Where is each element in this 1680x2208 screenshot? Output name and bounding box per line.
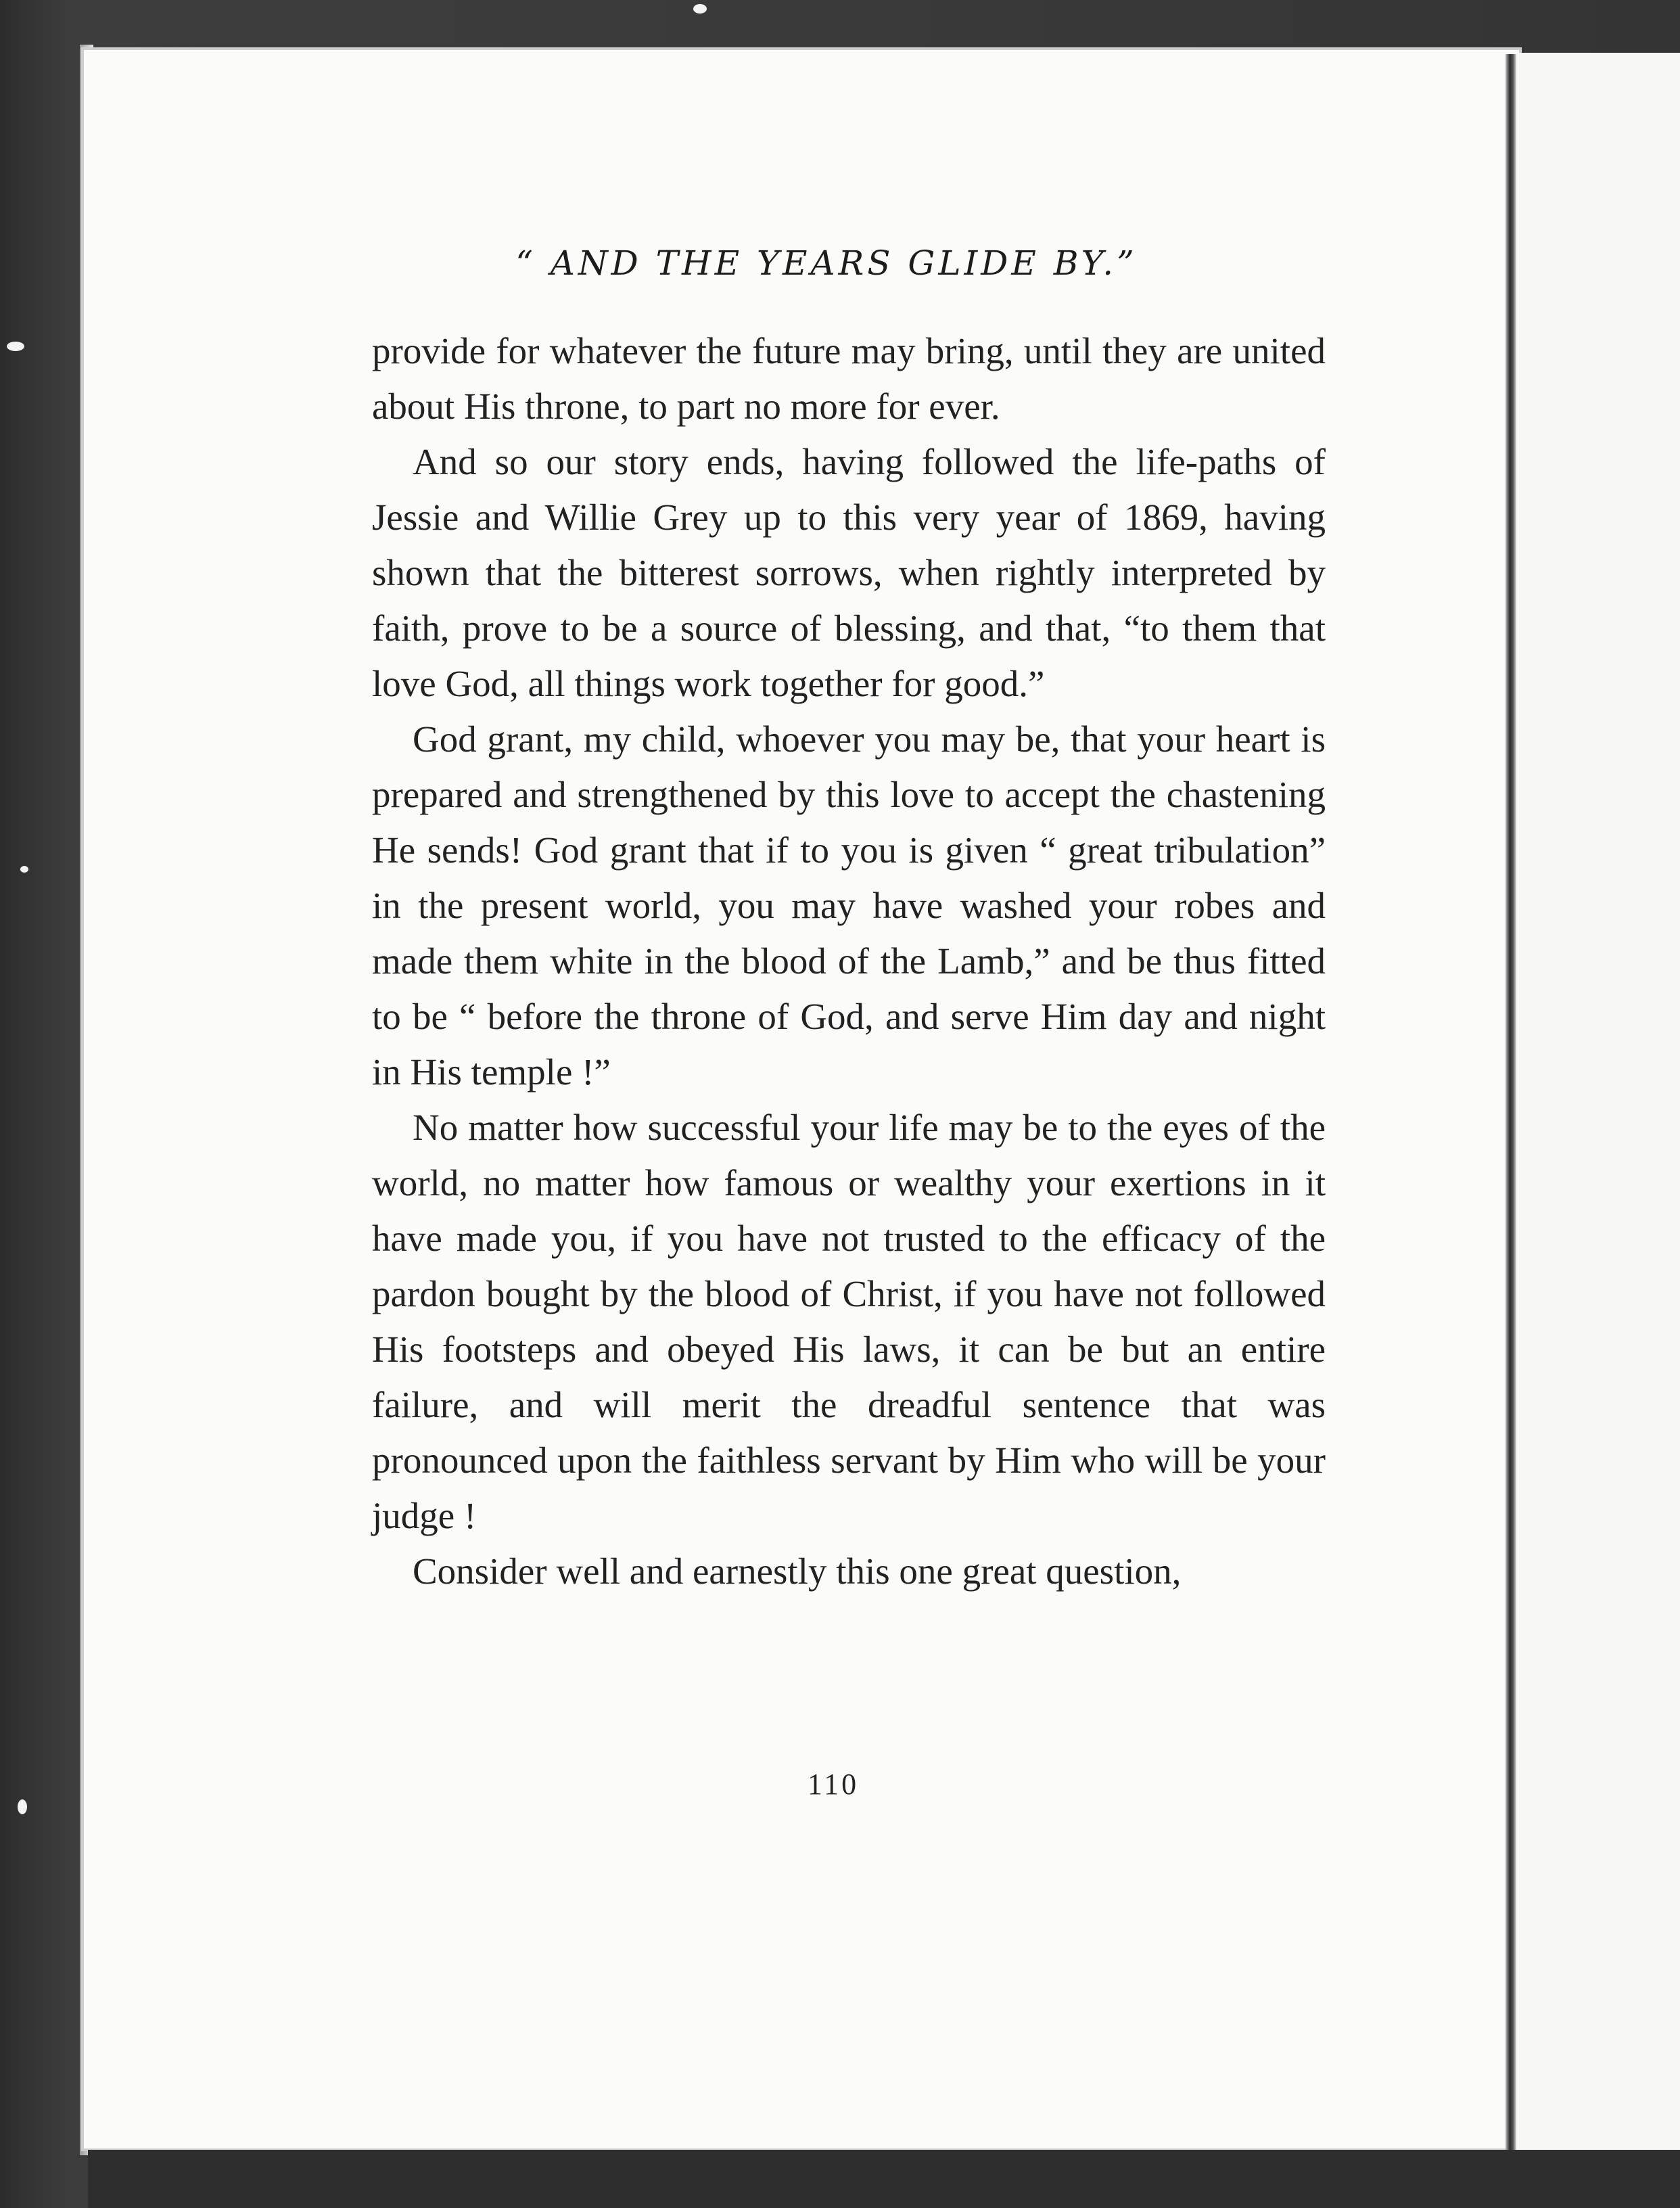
paragraph-1: provide for whatever the future may bring, until they are united about His throne, to part no more for ever. (372, 330, 1326, 427)
paragraph-5: Consider well and earnestly this one great question, (413, 1550, 1182, 1592)
bottom-shadow (88, 2150, 1680, 2208)
running-head: “ AND THE YEARS GLIDE BY.” (515, 244, 1138, 283)
dust-speck (20, 866, 28, 873)
paragraph-2: And so our story ends, having followed the life-paths of Jessie and Willie Grey up to this very year of 1869, having shown that the bitterest sorrows, when rightly interpreted by faith, prove to be a source of blessing, and that, “to them that love God, all things work together for good.” (372, 441, 1326, 704)
dust-speck (693, 4, 707, 14)
body-text (372, 323, 1326, 1599)
dust-speck (18, 1799, 27, 1814)
facing-page-edge (1516, 53, 1680, 2163)
paragraph-3: God grant, my child, whoever you may be, that your heart is prepared and strengthened by this love to accept the chastening He sends! God grant that if to you is given “ great tribulation” in the present world, you may have washed your robes and made them white in the blood of the Lamb,” and be thus fitted to be “ before the throne of God, and serve Him day and night in His temple !” (372, 718, 1326, 1092)
page-number: 110 (807, 1768, 860, 1801)
dust-speck (7, 342, 24, 351)
book-gutter (1506, 54, 1516, 2161)
paragraph-4: No matter how successful your life may be to the eyes of the world, no matter how famous or wealthy your exertions in it have made you, if you have not trusted to the efficacy of the pardon bought by the blood of Christ, if you have not followed His footsteps and obeyed His laws, it can be but an entire failure, and will merit the dreadful sentence that was pronounced upon the faithless servant by Him who will be your judge ! (372, 1107, 1326, 1536)
